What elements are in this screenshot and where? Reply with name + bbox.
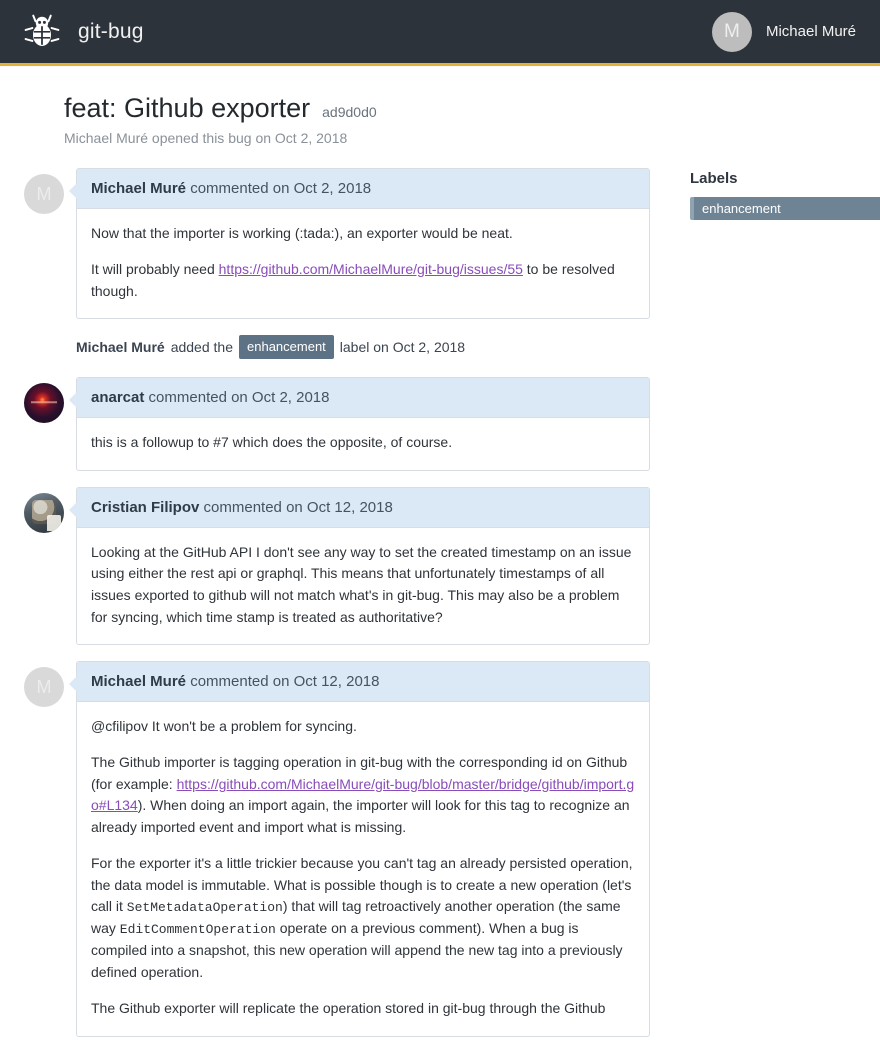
label-change-event (76, 335, 650, 359)
text-run: to be resolved though. (91, 261, 615, 299)
comment-header (77, 488, 649, 528)
avatar[interactable] (24, 383, 64, 423)
labels-section-title: Labels (690, 170, 738, 188)
avatar[interactable]: M (24, 174, 64, 214)
comment-paragraph (91, 853, 635, 984)
comment-bubble (76, 487, 650, 646)
comment-meta: commented on Oct 2, 2018 (148, 388, 330, 406)
text-run: It will probably need (91, 261, 219, 278)
app-brand-name[interactable]: git-bug (78, 19, 144, 43)
text-run: @cfilipov It won't be a problem for syncing. (91, 718, 357, 735)
event-actor[interactable]: Michael Muré (76, 339, 165, 356)
comment-item (24, 487, 650, 646)
comment-paragraph (91, 716, 635, 738)
comment-header (77, 378, 649, 418)
avatar[interactable]: M (24, 667, 64, 707)
comment-paragraph (91, 432, 635, 454)
comment-bubble (76, 168, 650, 319)
avatar[interactable]: M (712, 12, 752, 52)
event-action: added the (170, 339, 233, 356)
timeline (24, 168, 650, 1052)
comment-author[interactable]: anarcat (91, 388, 145, 406)
comment-paragraph (91, 223, 635, 245)
text-run: operate on a previous comment). When a bug is compiled into a snapshot, this new operation will append the new tag into a previously defined operation. (91, 920, 623, 981)
label-chip-enhancement[interactable]: enhancement (690, 197, 880, 220)
comment-paragraph (91, 259, 635, 302)
comment-body (77, 702, 649, 1035)
bug-subtitle: Michael Muré opened this bug on Oct 2, 2018 (64, 130, 348, 147)
comment-meta: commented on Oct 12, 2018 (190, 673, 380, 691)
comment-item (24, 168, 650, 319)
text-run: ). When doing an import again, the importer will look for this tag to recognize an already imported event and import what is missing. (91, 797, 630, 836)
code-token: EditCommentOperation (119, 922, 276, 938)
text-run: The Github exporter will replicate the operation stored in git-bug through the Github (91, 999, 606, 1016)
text-run: ) that will tag retroactively another operation (the same way (91, 898, 621, 937)
comment-author[interactable]: Michael Muré (91, 673, 187, 691)
bug-page (0, 66, 880, 1053)
text-run: For the exporter it's a little trickier because you can't tag an already persisted operation, the data model is immutable. What is possible though is to create a new operation (let's call it (91, 854, 633, 915)
comment-header (77, 169, 649, 209)
source-file-link[interactable]: https://github.com/MichaelMure/git-bug/blob/master/bridge/github/import.go#L134 (91, 775, 635, 814)
comment-paragraph (91, 752, 635, 839)
comment-author[interactable]: Michael Muré (91, 180, 187, 198)
comment-bubble (76, 377, 650, 471)
event-tail: label on Oct 2, 2018 (339, 339, 466, 356)
comment-body (77, 418, 649, 470)
comment-item (24, 661, 650, 1036)
code-token: SetMetadataOperation (126, 900, 283, 916)
comment-meta: commented on Oct 2, 2018 (190, 180, 372, 198)
text-run: this is a followup to #7 which does the opposite, of course. (91, 433, 453, 450)
comment-paragraph (91, 542, 635, 629)
page-title: feat: Github exporter (64, 93, 311, 123)
comment-body (77, 528, 649, 645)
comment-paragraph (91, 998, 635, 1020)
status-badge[interactable]: enhancement (239, 335, 334, 359)
avatar[interactable] (24, 493, 64, 533)
comment-bubble (76, 661, 650, 1036)
sidebar (650, 168, 880, 1052)
comment-body (77, 209, 649, 318)
comment-author[interactable]: Cristian Filipov (91, 498, 200, 516)
top-navigation-bar (0, 0, 880, 63)
bug-hash: ad9d0d0 (322, 104, 377, 120)
text-run: Looking at the GitHub API I don't see any way to set the created timestamp on an issue using either the rest api or graphql. This means that unfortunately timestamps of all issues exported to github will not match what's in git-bug. This may also be a problem for syncing, which time stamp is treated as authoritative? (91, 543, 632, 625)
text-run: The Github importer is tagging operation in git-bug with the corresponding id on Github (for example: (91, 754, 628, 792)
user-menu[interactable] (712, 12, 856, 52)
text-run: Now that the importer is working (:tada:), an exporter would be neat. (91, 225, 513, 242)
bug-header (24, 92, 856, 124)
comment-meta: commented on Oct 12, 2018 (203, 498, 393, 516)
user-name-label[interactable]: Michael Muré (765, 23, 856, 40)
comment-header (77, 662, 649, 702)
issue-link[interactable]: https://github.com/MichaelMure/git-bug/issues/55 (218, 261, 523, 278)
bug-logo-icon[interactable] (20, 10, 64, 54)
comment-item (24, 377, 650, 471)
